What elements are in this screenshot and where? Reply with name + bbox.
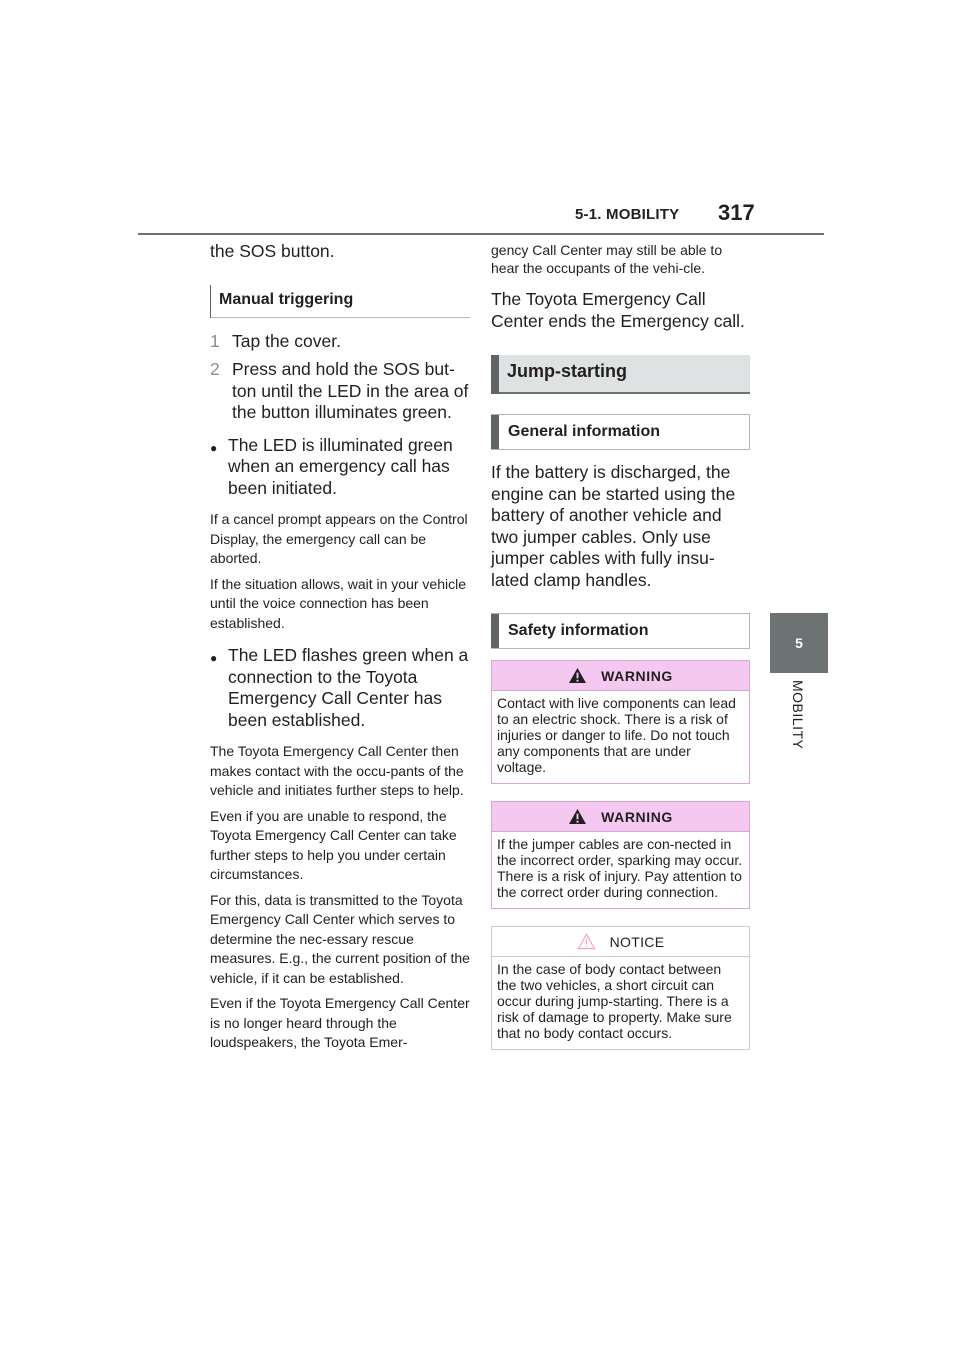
right-column — [491, 240, 750, 1050]
left-column — [210, 240, 470, 1053]
bullet-led-flash — [210, 645, 470, 731]
data-transmit-text: For this, data is transmitted to the Toyota Emergency Call Center which serves to determine the nec-essary rescue measures. E.g., the current position of the vehicle, if it can be established. — [210, 891, 470, 986]
chapter-number: 5 — [795, 635, 803, 651]
warning-triangle-icon — [568, 808, 587, 825]
notice-header — [492, 927, 749, 957]
step-text: Press and hold the SOS but-ton until the LED in the area of the button illuminates green. — [232, 359, 469, 422]
bullet-led-green — [210, 435, 470, 500]
step-number: 2 — [210, 359, 220, 379]
wait-text: If the situation allows, wait in your vehicle until the voice connection has been established. — [210, 575, 467, 631]
call-ends-text: The Toyota Emergency Call Center ends the Emergency call. — [491, 289, 745, 331]
section-title: 5-1. MOBILITY — [575, 206, 680, 223]
manual-triggering-heading: Manual triggering — [210, 285, 470, 318]
safety-information-heading: Safety information — [491, 613, 750, 649]
step-1 — [210, 331, 470, 353]
continued-text: gency Call Center may still be able to hear the occupants of the vehi-cle. — [491, 242, 723, 276]
general-information-text: If the battery is discharged, the engine can be started using the battery of another vehicle and two jumper cables. Only use jumper cables with fully insu-lated clamp handles. — [491, 462, 736, 590]
bullet-dot-icon: ● — [210, 651, 218, 665]
jump-starting-heading: Jump-starting — [491, 355, 750, 394]
bullet-text: The LED flashes green when a connection to the Toyota Emergency Call Center has been established. — [228, 645, 469, 730]
chapter-tab — [770, 613, 828, 673]
step-text: Tap the cover. — [232, 330, 341, 351]
general-information-heading: General information — [491, 414, 750, 450]
header-divider — [138, 233, 824, 235]
warning-header — [492, 661, 749, 691]
notice-box — [491, 926, 750, 1050]
page-number: 317 — [718, 200, 755, 225]
warning-text: If the jumper cables are con-nected in the incorrect order, sparking may occur. There is a risk of injury. Pay attention to the correct order during connection. — [497, 836, 743, 900]
warning-text: Contact with live components can lead to an electric shock. There is a risk of injuries or danger to life. Do not touch any components that are under voltage. — [497, 695, 736, 775]
chapter-label: MOBILITY — [790, 680, 806, 750]
warning-label: WARNING — [601, 667, 673, 684]
loudspeaker-text: Even if the Toyota Emergency Call Center is no longer heard through the loudspeakers, the Toyota Emer- — [210, 995, 470, 1050]
warning-triangle-icon — [568, 667, 587, 684]
bullet-dot-icon: ● — [210, 440, 218, 455]
contact-text: The Toyota Emergency Call Center then makes contact with the occu-pants of the vehicle and initiates further steps to help. — [210, 743, 464, 798]
bullet-text: The LED is illuminated green when an emergency call has been initiated. — [228, 434, 453, 498]
warning-box-cables — [491, 801, 750, 909]
warning-label: WARNING — [601, 808, 673, 825]
warning-box-electric — [491, 660, 750, 784]
cancel-prompt-text: If a cancel prompt appears on the Control Display, the emergency call can be aborted. — [210, 511, 468, 566]
unable-respond-text: Even if you are unable to respond, the Toyota Emergency Call Center can take further steps to help you under certain circumstances. — [210, 807, 457, 882]
notice-label: NOTICE — [609, 933, 665, 950]
step-2 — [210, 359, 470, 424]
step-number: 1 — [210, 330, 220, 351]
notice-triangle-icon — [577, 933, 596, 950]
intro-text: the SOS button. — [210, 241, 335, 261]
warning-header — [492, 802, 749, 832]
notice-text: In the case of body contact between the two vehicles, a short circuit can occur during jump-starting. There is a risk of damage to property. Make sure that no body contact occurs. — [497, 961, 732, 1041]
